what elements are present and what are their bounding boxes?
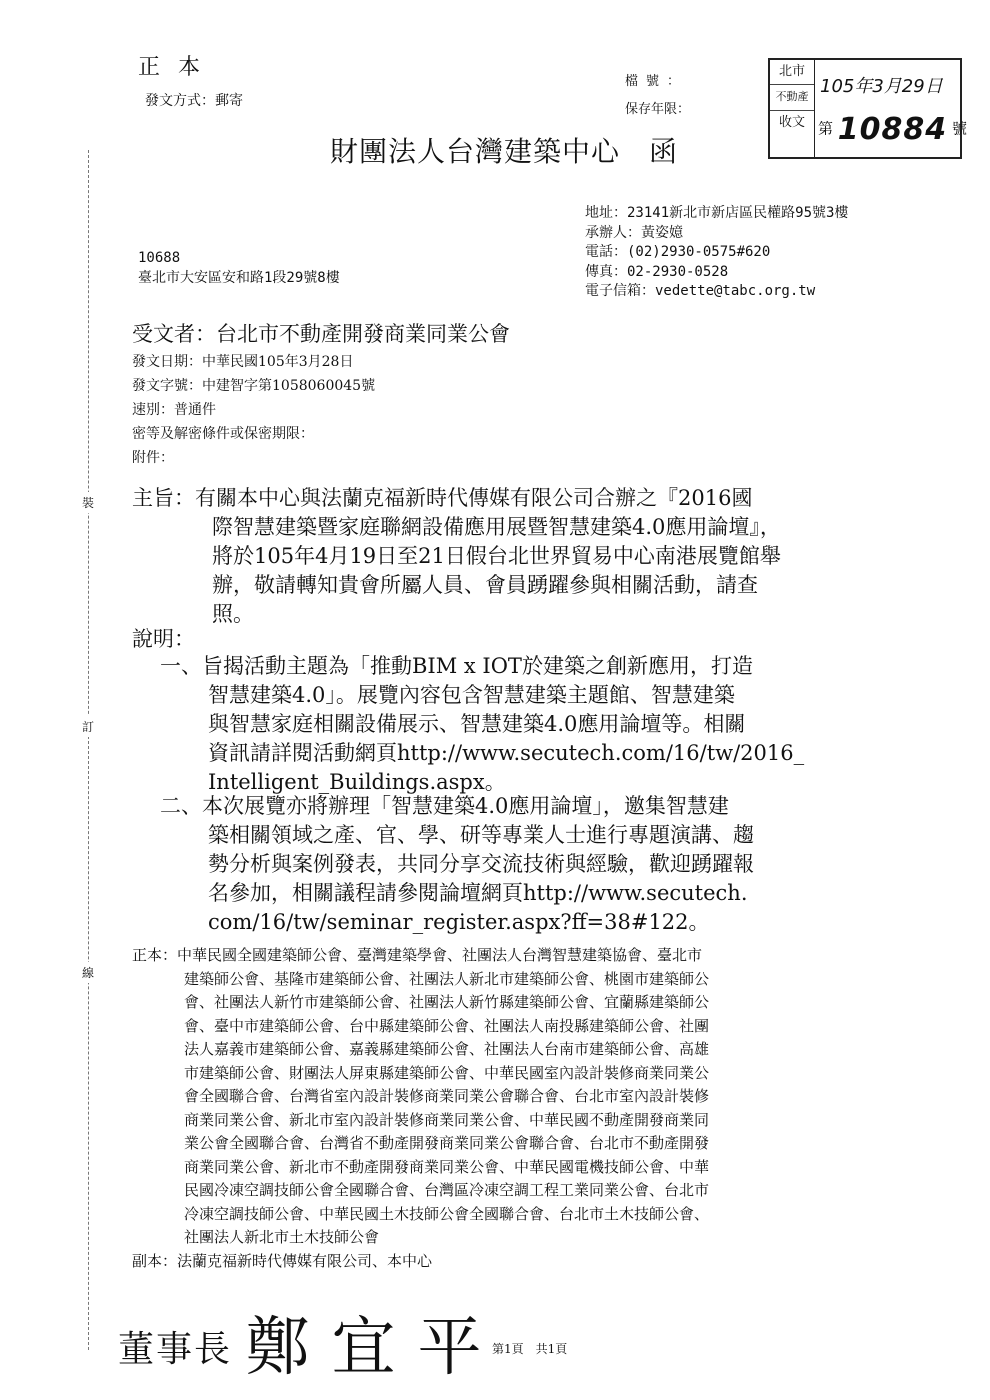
stamp-number: 第 10884 號 <box>818 112 967 147</box>
stamp-number-value: 10884 <box>837 112 948 147</box>
item-line: 資訊請詳閱活動網頁http://www.secutech.com/16/tw/2016_ <box>208 741 805 765</box>
subject-line: 際智慧建築暨家庭聯網設備應用展暨智慧建築4.0應用論壇』， <box>212 515 781 539</box>
subject-line: 主旨：有關本中心與法蘭克福新時代傳媒有限公司合辦之『2016國 <box>132 486 753 510</box>
page-number: 第1頁 共1頁 <box>492 1342 568 1356</box>
document-meta <box>132 350 375 470</box>
item-line: com/16/tw/seminar_register.aspx?ff=38#122。 <box>208 910 710 934</box>
cc-line: 正本：中華民國全國建築師公會、臺灣建築學會、社團法人台灣智慧建築協會、臺北市 <box>132 946 703 964</box>
stamp-date: 105年3月29日 <box>820 76 943 97</box>
item-line: 二、本次展覽亦將辦理「智慧建築4.0應用論壇」，邀集智慧建 <box>160 794 729 818</box>
signature-name: 鄭宜平 <box>245 1311 504 1385</box>
stamp-side-line: 收文 <box>778 114 805 130</box>
item-line: Intelligent_Buildings.aspx。 <box>208 770 506 794</box>
binding-mark: 裝 <box>82 492 94 513</box>
cc-line: 民國冷凍空調技師公會全國聯合會、台灣區冷凍空調工程工業同業公會、台北市 <box>184 1181 710 1199</box>
archive-number-label: 檔號： <box>625 74 689 89</box>
subject-line: 將於105年4月19日至21日假台北世界貿易中心南港展覽館舉 <box>212 544 781 568</box>
binding-mark: 線 <box>82 962 94 983</box>
receipt-stamp <box>768 58 967 159</box>
zip-code: 10688 <box>138 250 181 266</box>
recipient-address <box>138 248 340 288</box>
street-address: 臺北市大安區安和路1段29號8樓 <box>138 270 340 286</box>
stamp-side <box>770 60 815 157</box>
fax: 傳真：02-2930-0528 <box>585 263 729 280</box>
confidentiality: 密等及解密條件或保密期限： <box>132 426 314 442</box>
item-line: 與智慧家庭相關設備展示、智慧建築4.0應用論壇等。相關 <box>208 712 746 736</box>
stamp-side-line: 不動產 <box>770 85 814 110</box>
cc-line: 會、臺中市建築師公會、台中縣建築師公會、社團法人南投縣建築師公會、社團 <box>184 1016 710 1035</box>
item-line: 築相關領域之產、官、學、研等專業人士進行專題演講、趨 <box>208 823 754 847</box>
explanation-item-1 <box>160 652 804 797</box>
binding-line <box>88 150 89 1350</box>
document-number: 發文字號：中建智字第1058060045號 <box>132 378 376 394</box>
cc-line: 法人嘉義市建築師公會、嘉義縣建築師公會、社團法人台南市建築師公會、高雄 <box>184 1040 710 1058</box>
sender-address: 地址：23141新北市新店區民權路95號3樓 <box>585 205 849 221</box>
binding-mark: 訂 <box>82 716 94 737</box>
cc-line: 商業同業公會、新北市室內設計裝修商業同業公會、中華民國不動產開發商業同 <box>184 1110 710 1129</box>
receiver: 受文者：台北市不動產開發商業同業公會 <box>132 322 510 346</box>
item-line: 勢分析與案例發表，共同分享交流技術與經驗，歡迎踴躍報 <box>208 852 754 876</box>
item-line: 名參加，相關議程請參閱論壇網頁http://www.secutech. <box>208 881 748 905</box>
stamp-side-line: 北市 <box>770 60 814 85</box>
copy-to-line: 副本：法蘭克福新時代傳媒有限公司、本中心 <box>132 1251 433 1270</box>
item-line: 智慧建築4.0」。展覽內容包含智慧建築主題館、智慧建築 <box>208 683 735 707</box>
cc-line: 社團法人新北市土木技師公會 <box>184 1228 380 1246</box>
speed-class: 速別：普通件 <box>132 402 216 418</box>
send-method: 發文方式：郵寄 <box>145 93 243 109</box>
cc-line: 商業同業公會、新北市不動產開發商業同業公會、中華民國電機技師公會、中華 <box>184 1157 710 1176</box>
signature-title: 董事長 <box>118 1329 233 1370</box>
document-title: 財團法人台灣建築中心 函 <box>330 135 679 168</box>
cc-line: 會全國聯合會、台灣省室內設計裝修商業同業公會聯合會、台北市室內設計裝修 <box>184 1087 710 1105</box>
cc-line: 市建築師公會、財團法人屏東縣建築師公會、中華民國室內設計裝修商業同業公 <box>184 1063 710 1082</box>
email: 電子信箱：vedette@tabc.org.tw <box>585 283 816 299</box>
cc-line: 會、社團法人新竹市建築師公會、社團法人新竹縣建築師公會、宜蘭縣建築師公 <box>184 993 710 1011</box>
archive-info <box>625 68 705 124</box>
handler: 承辦人：黃姿嬑 <box>585 224 683 241</box>
subject-line: 辦，敬請轉知貴會所屬人員、會員踴躍參與相關活動，請查 <box>212 573 758 597</box>
copy-label: 正本 <box>138 55 219 80</box>
attachment: 附件： <box>132 450 174 466</box>
explanation-heading: 說明： <box>132 627 195 651</box>
explanation-item-2 <box>160 792 754 937</box>
sender-contact <box>585 204 848 302</box>
item-line: 一、旨揭活動主題為「推動BIM x IOT於建築之創新應用，打造 <box>160 654 753 678</box>
issue-date: 發文日期：中華民國105年3月28日 <box>132 354 354 370</box>
retention-label: 保存年限： <box>625 102 691 117</box>
subject-line: 照。 <box>212 602 254 626</box>
cc-line: 建築師公會、基隆市建築師公會、社團法人新北市建築師公會、桃園市建築師公 <box>184 969 710 988</box>
subject <box>132 484 922 629</box>
signature <box>118 1296 503 1388</box>
cc-line: 業公會全國聯合會、台灣省不動產開發商業同業公會聯合會、台北市不動產開發 <box>184 1134 710 1152</box>
distribution-list <box>132 944 709 1273</box>
phone: 電話：(02)2930-0575#620 <box>585 244 771 260</box>
cc-line: 冷凍空調技師公會、中華民國土木技師公會全國聯合會、台北市土木技師公會、 <box>184 1204 710 1223</box>
